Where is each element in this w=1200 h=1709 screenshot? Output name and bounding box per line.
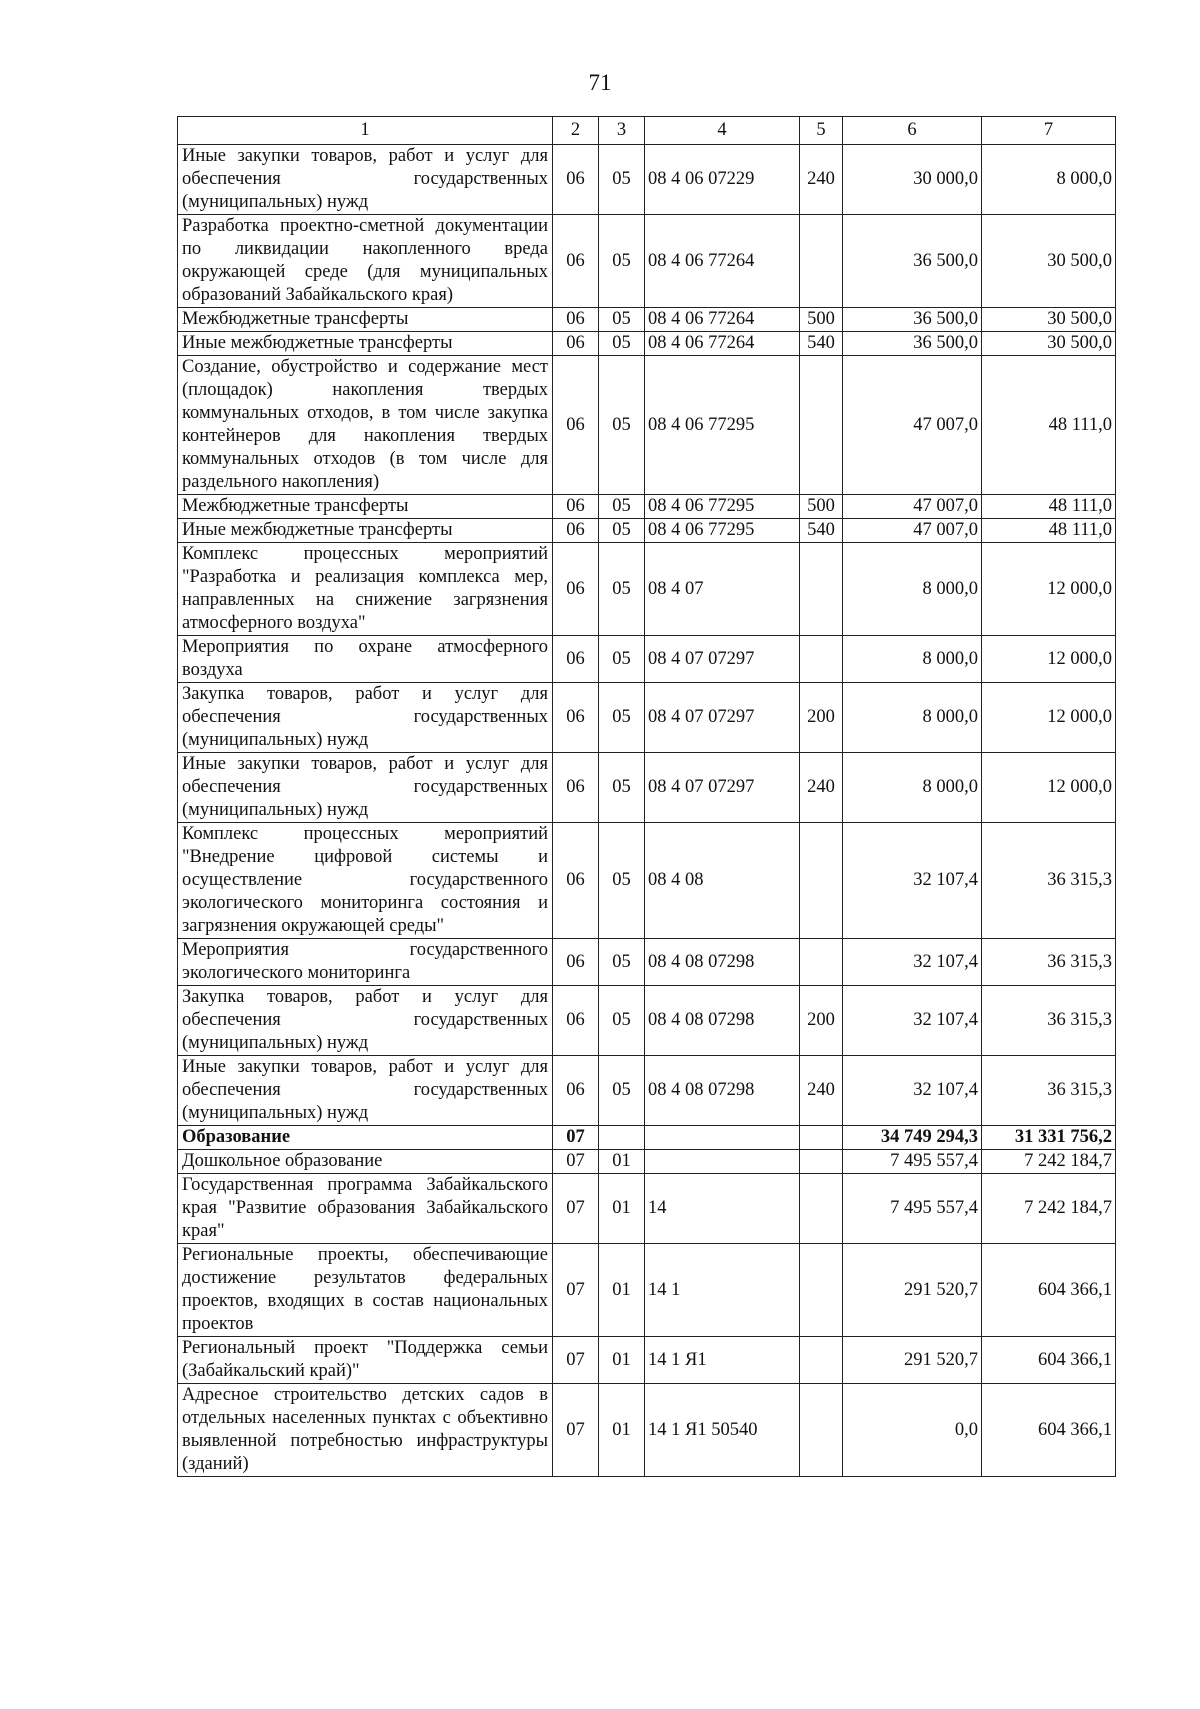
amount-col7-cell: 8 000,0	[982, 145, 1116, 215]
amount-col7-cell: 36 315,3	[982, 939, 1116, 986]
table-row	[178, 753, 1116, 823]
row-name-cell: Образование	[178, 1126, 553, 1150]
amount-col7-cell: 12 000,0	[982, 543, 1116, 636]
row-name-cell: Дошкольное образование	[178, 1150, 553, 1174]
target-article-cell	[645, 1150, 800, 1174]
amount-col7-cell: 12 000,0	[982, 636, 1116, 683]
expense-type-cell: 240	[800, 145, 843, 215]
section-code-cell: 06	[553, 543, 599, 636]
expense-type-cell: 500	[800, 308, 843, 332]
row-name-cell: Межбюджетные трансферты	[178, 495, 553, 519]
target-article-cell: 08 4 08 07298	[645, 1056, 800, 1126]
target-article-cell: 08 4 06 77264	[645, 308, 800, 332]
target-article-cell: 08 4 08 07298	[645, 986, 800, 1056]
row-name-cell: Иные закупки товаров, работ и услуг для обеспечения государственных (муниципальных) нужд	[178, 145, 553, 215]
page-number: 71	[588, 70, 612, 95]
amount-col6-cell: 36 500,0	[843, 308, 982, 332]
amount-col6-cell: 32 107,4	[843, 1056, 982, 1126]
amount-col6-cell: 47 007,0	[843, 356, 982, 495]
amount-col7-cell: 31 331 756,2	[982, 1126, 1116, 1150]
amount-col7-cell: 48 111,0	[982, 356, 1116, 495]
subsection-code-cell: 05	[599, 332, 645, 356]
table-row	[178, 308, 1116, 332]
section-code-cell: 06	[553, 215, 599, 308]
target-article-cell: 08 4 06 77295	[645, 356, 800, 495]
amount-col6-cell: 8 000,0	[843, 543, 982, 636]
subsection-code-cell: 05	[599, 636, 645, 683]
section-code-cell: 06	[553, 939, 599, 986]
target-article-cell: 08 4 07 07297	[645, 753, 800, 823]
amount-col6-cell: 8 000,0	[843, 753, 982, 823]
column-header-6: 6	[843, 117, 982, 145]
table-row	[178, 1056, 1116, 1126]
budget-table	[177, 116, 1116, 1477]
subsection-code-cell: 01	[599, 1174, 645, 1244]
row-name-cell: Мероприятия государственного экологического мониторинга	[178, 939, 553, 986]
row-name-cell: Иные закупки товаров, работ и услуг для обеспечения государственных (муниципальных) нужд	[178, 753, 553, 823]
row-name-cell: Создание, обустройство и содержание мест (площадок) накопления твердых коммунальных отходов, в том числе закупка контейнеров для накопления твердых коммунальных отходов (в том числе для раздельного накопления)	[178, 356, 553, 495]
row-name-cell: Межбюджетные трансферты	[178, 308, 553, 332]
subsection-code-cell: 05	[599, 308, 645, 332]
amount-col7-cell: 12 000,0	[982, 753, 1116, 823]
amount-col6-cell: 291 520,7	[843, 1337, 982, 1384]
amount-col7-cell: 12 000,0	[982, 683, 1116, 753]
subsection-code-cell: 05	[599, 753, 645, 823]
subsection-code-cell: 05	[599, 356, 645, 495]
table-body	[178, 145, 1116, 1477]
amount-col6-cell: 36 500,0	[843, 332, 982, 356]
section-code-cell: 06	[553, 332, 599, 356]
subsection-code-cell: 05	[599, 495, 645, 519]
expense-type-cell	[800, 1384, 843, 1477]
subsection-code-cell: 05	[599, 215, 645, 308]
section-code-cell: 07	[553, 1174, 599, 1244]
row-name-cell: Адресное строительство детских садов в отдельных населенных пунктах с объективно выявленной потребностью инфраструктуры (зданий)	[178, 1384, 553, 1477]
table-row	[178, 986, 1116, 1056]
column-header-5: 5	[800, 117, 843, 145]
section-code-cell: 07	[553, 1337, 599, 1384]
table-row	[178, 356, 1116, 495]
target-article-cell: 08 4 07 07297	[645, 683, 800, 753]
table-row	[178, 519, 1116, 543]
subsection-code-cell	[599, 1126, 645, 1150]
amount-col7-cell: 604 366,1	[982, 1384, 1116, 1477]
target-article-cell: 08 4 07 07297	[645, 636, 800, 683]
amount-col7-cell: 30 500,0	[982, 308, 1116, 332]
amount-col7-cell: 7 242 184,7	[982, 1174, 1116, 1244]
row-name-cell: Разработка проектно-сметной документации по ликвидации накопленного вреда окружающей среде (для муниципальных образований Забайкальского края)	[178, 215, 553, 308]
expense-type-cell: 200	[800, 683, 843, 753]
row-name-cell: Иные межбюджетные трансферты	[178, 332, 553, 356]
section-code-cell: 06	[553, 145, 599, 215]
amount-col7-cell: 48 111,0	[982, 495, 1116, 519]
section-code-cell: 06	[553, 636, 599, 683]
section-code-cell: 06	[553, 519, 599, 543]
section-code-cell: 06	[553, 356, 599, 495]
amount-col7-cell: 48 111,0	[982, 519, 1116, 543]
amount-col7-cell: 604 366,1	[982, 1244, 1116, 1337]
amount-col6-cell: 291 520,7	[843, 1244, 982, 1337]
target-article-cell: 08 4 08	[645, 823, 800, 939]
row-name-cell: Закупка товаров, работ и услуг для обеспечения государственных (муниципальных) нужд	[178, 986, 553, 1056]
amount-col6-cell: 32 107,4	[843, 939, 982, 986]
target-article-cell: 08 4 06 77295	[645, 519, 800, 543]
table-row	[178, 543, 1116, 636]
section-code-cell: 06	[553, 753, 599, 823]
amount-col7-cell: 604 366,1	[982, 1337, 1116, 1384]
row-name-cell: Мероприятия по охране атмосферного воздуха	[178, 636, 553, 683]
subsection-code-cell: 05	[599, 543, 645, 636]
column-header-3: 3	[599, 117, 645, 145]
table-row	[178, 215, 1116, 308]
row-name-cell: Иные межбюджетные трансферты	[178, 519, 553, 543]
subsection-code-cell: 05	[599, 1056, 645, 1126]
subsection-code-cell: 05	[599, 683, 645, 753]
section-code-cell: 07	[553, 1384, 599, 1477]
table-row	[178, 1337, 1116, 1384]
row-name-cell: Региональные проекты, обеспечивающие достижение результатов федеральных проектов, входящих в состав национальных проектов	[178, 1244, 553, 1337]
section-code-cell: 07	[553, 1150, 599, 1174]
expense-type-cell	[800, 356, 843, 495]
expense-type-cell: 540	[800, 332, 843, 356]
amount-col6-cell: 0,0	[843, 1384, 982, 1477]
amount-col6-cell: 8 000,0	[843, 683, 982, 753]
row-name-cell: Комплекс процессных мероприятий "Внедрение цифровой системы и осуществление государственного экологического мониторинга состояния и загрязнения окружающей среды"	[178, 823, 553, 939]
column-header-7: 7	[982, 117, 1116, 145]
section-code-cell: 06	[553, 683, 599, 753]
row-name-cell: Региональный проект "Поддержка семьи (Забайкальский край)"	[178, 1337, 553, 1384]
amount-col6-cell: 47 007,0	[843, 495, 982, 519]
table-row	[178, 332, 1116, 356]
subsection-code-cell: 01	[599, 1337, 645, 1384]
table-header-row	[178, 117, 1116, 145]
amount-col6-cell: 47 007,0	[843, 519, 982, 543]
target-article-cell: 08 4 06 07229	[645, 145, 800, 215]
section-code-cell: 07	[553, 1126, 599, 1150]
target-article-cell: 14 1	[645, 1244, 800, 1337]
table-row	[178, 683, 1116, 753]
section-code-cell: 06	[553, 495, 599, 519]
amount-col7-cell: 36 315,3	[982, 823, 1116, 939]
expense-type-cell	[800, 939, 843, 986]
table-row	[178, 1150, 1116, 1174]
table-row	[178, 1174, 1116, 1244]
amount-col6-cell: 36 500,0	[843, 215, 982, 308]
target-article-cell: 08 4 06 77264	[645, 332, 800, 356]
amount-col6-cell: 7 495 557,4	[843, 1150, 982, 1174]
expense-type-cell: 200	[800, 986, 843, 1056]
column-header-4: 4	[645, 117, 800, 145]
amount-col6-cell: 7 495 557,4	[843, 1174, 982, 1244]
expense-type-cell	[800, 636, 843, 683]
subsection-code-cell: 01	[599, 1150, 645, 1174]
amount-col6-cell: 8 000,0	[843, 636, 982, 683]
target-article-cell: 14 1 Я1	[645, 1337, 800, 1384]
table-row	[178, 823, 1116, 939]
section-code-cell: 07	[553, 1244, 599, 1337]
amount-col6-cell: 30 000,0	[843, 145, 982, 215]
target-article-cell: 08 4 07	[645, 543, 800, 636]
subsection-code-cell: 05	[599, 823, 645, 939]
expense-type-cell	[800, 823, 843, 939]
row-name-cell: Иные закупки товаров, работ и услуг для обеспечения государственных (муниципальных) нужд	[178, 1056, 553, 1126]
expense-type-cell	[800, 1174, 843, 1244]
amount-col6-cell: 34 749 294,3	[843, 1126, 982, 1150]
expense-type-cell	[800, 1244, 843, 1337]
table-row	[178, 636, 1116, 683]
expense-type-cell: 240	[800, 753, 843, 823]
section-code-cell: 06	[553, 308, 599, 332]
expense-type-cell: 240	[800, 1056, 843, 1126]
amount-col7-cell: 7 242 184,7	[982, 1150, 1116, 1174]
expense-type-cell	[800, 1337, 843, 1384]
table-row	[178, 495, 1116, 519]
amount-col6-cell: 32 107,4	[843, 823, 982, 939]
target-article-cell: 08 4 06 77295	[645, 495, 800, 519]
target-article-cell: 14	[645, 1174, 800, 1244]
table-row	[178, 1244, 1116, 1337]
target-article-cell: 14 1 Я1 50540	[645, 1384, 800, 1477]
row-name-cell: Закупка товаров, работ и услуг для обеспечения государственных (муниципальных) нужд	[178, 683, 553, 753]
amount-col6-cell: 32 107,4	[843, 986, 982, 1056]
amount-col7-cell: 30 500,0	[982, 332, 1116, 356]
expense-type-cell	[800, 1126, 843, 1150]
target-article-cell: 08 4 06 77264	[645, 215, 800, 308]
subsection-code-cell: 01	[599, 1244, 645, 1337]
section-code-cell: 06	[553, 1056, 599, 1126]
table-row	[178, 1126, 1116, 1150]
subsection-code-cell: 05	[599, 145, 645, 215]
subsection-code-cell: 05	[599, 986, 645, 1056]
column-header-2: 2	[553, 117, 599, 145]
target-article-cell: 08 4 08 07298	[645, 939, 800, 986]
expense-type-cell: 540	[800, 519, 843, 543]
subsection-code-cell: 05	[599, 519, 645, 543]
target-article-cell	[645, 1126, 800, 1150]
subsection-code-cell: 05	[599, 939, 645, 986]
amount-col7-cell: 36 315,3	[982, 1056, 1116, 1126]
expense-type-cell	[800, 215, 843, 308]
row-name-cell: Комплекс процессных мероприятий "Разработка и реализация комплекса мер, направленных на снижение загрязнения атмосферного воздуха"	[178, 543, 553, 636]
table-row	[178, 145, 1116, 215]
expense-type-cell: 500	[800, 495, 843, 519]
amount-col7-cell: 36 315,3	[982, 986, 1116, 1056]
section-code-cell: 06	[553, 986, 599, 1056]
amount-col7-cell: 30 500,0	[982, 215, 1116, 308]
row-name-cell: Государственная программа Забайкальского края "Развитие образования Забайкальского края"	[178, 1174, 553, 1244]
table-row	[178, 939, 1116, 986]
table-row	[178, 1384, 1116, 1477]
expense-type-cell	[800, 1150, 843, 1174]
subsection-code-cell: 01	[599, 1384, 645, 1477]
expense-type-cell	[800, 543, 843, 636]
column-header-1: 1	[178, 117, 553, 145]
section-code-cell: 06	[553, 823, 599, 939]
